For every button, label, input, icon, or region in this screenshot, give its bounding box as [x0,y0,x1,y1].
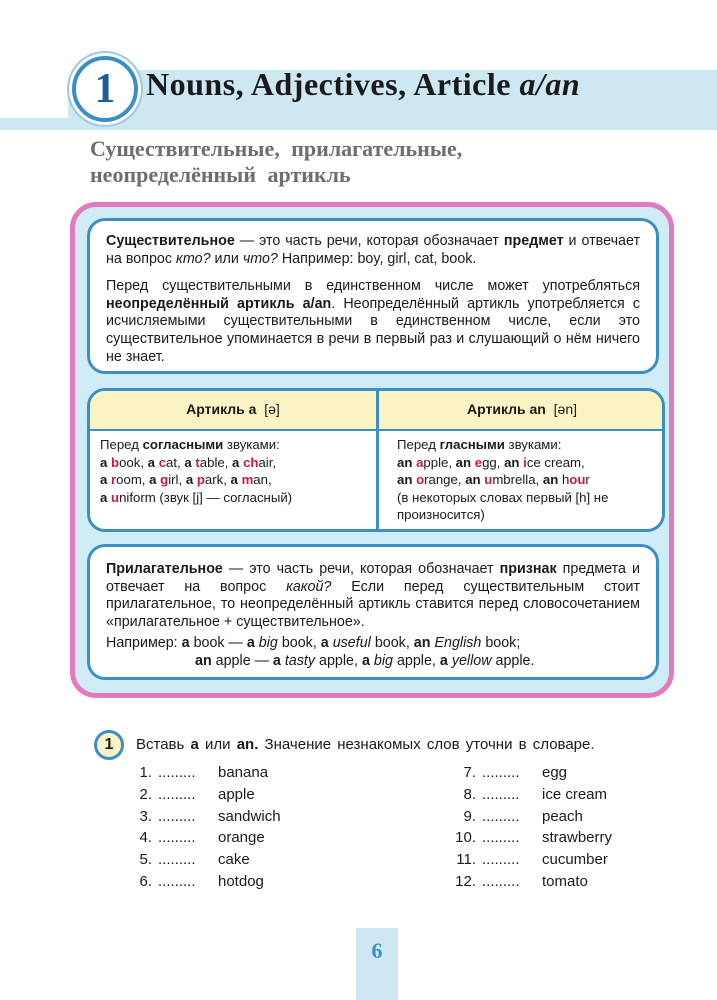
answer-blank[interactable]: ......... [482,851,520,869]
lesson-title-italic: a/an [519,66,581,102]
exercise-list-left [128,762,281,893]
answer-blank[interactable]: ......... [482,764,520,781]
adjective-example-2: an apple — a tasty apple, a big apple, a yellow apple. [195,652,535,669]
exercise-item: 7. ......... egg [448,762,612,784]
exercise-instruction: Вставь a или an. Значение незнакомых слов уточни в словаре. [136,736,595,753]
article-a-line-2: a room, a girl, a park, a man, [100,472,272,488]
exercise-item: 8. ......... ice cream [448,784,612,806]
article-key-term: неопределённый артикль a/an [106,295,332,312]
article-an-intro: Перед гласными звуками: [397,437,562,452]
lesson-subtitle [90,136,630,188]
article-usage-text: Перед существительными в единственном числе может употребляться неопределённый артикль a/an. Неопределённый артикль употребляется с исчисляемыми существительными в единственном числе, если это существительное упоминается в речи в первый раз и слушающий о нём ничего не знает. [106,278,640,365]
adjective-key: признак [499,561,557,577]
answer-blank[interactable]: ......... [482,872,520,890]
article-a-line-3: a uniform (звук [j] — согласный) [100,489,293,505]
answer-blank[interactable]: ......... [482,829,520,847]
exercise-item: 5. ......... cake [128,849,281,871]
article-an-note: (в некоторых словах первый [h] не произносится) [397,489,609,523]
answer-blank[interactable]: ......... [158,851,196,869]
answer-blank[interactable]: ......... [482,785,520,803]
answer-blank[interactable]: ......... [158,785,196,803]
answer-blank[interactable]: ......... [482,807,520,825]
article-a-line-1: a book, a cat, a table, a chair, [100,454,277,470]
exercise-item: 3. ......... sandwich [128,806,281,828]
answer-blank[interactable]: ......... [158,764,196,781]
subtitle-line-2: неопределённый артикль [90,162,351,187]
exercise-item: 2. ......... apple [128,784,281,806]
noun-term: Существительное [106,233,235,249]
header-article-an: Артикль an [ən] [467,401,577,417]
exercise-number-badge: 1 [94,730,124,760]
answer-blank[interactable]: ......... [158,872,196,890]
answer-blank[interactable]: ......... [158,829,196,847]
article-an-examples [397,436,659,524]
exercise-list-right [448,762,612,893]
noun-definition: Существительное — это часть речи, которая обозначает предмет и отвечает на вопрос кто? или что? Например: boy, girl, cat, book. [106,233,641,267]
exercise-item: 12. ......... tomato [448,871,612,893]
page-number: 6 [371,938,383,963]
exercise-item: 6. ......... hotdog [128,871,281,893]
adjective-term: Прилагательное [106,561,223,577]
article-table [87,388,665,532]
adjective-definition: Прилагательное — это часть речи, которая обозначает признак предмета и отвечает на вопрос какой? Если перед существительным стоит прилагательное, то неопределённый артикль ставится перед словосочетанием «прилагательное + существительное». [106,561,640,630]
exercise-item: 10. ......... strawberry [448,827,612,849]
lesson-title-main: Nouns, Adjectives, Article [146,66,520,102]
article-an-line-1: an apple, an egg, an ice cream, [397,454,585,470]
exercise-item: 4. ......... orange [128,827,281,849]
lesson-title [146,66,580,103]
exercise-item: 1. ......... banana [128,762,281,784]
exercise-item: 11. ......... cucumber [448,849,612,871]
article-a-intro: Перед согласными звуками: [100,437,280,452]
answer-blank[interactable]: ......... [158,807,196,825]
subtitle-line-1: Существительные, прилагательные, [90,136,463,161]
article-an-line-2: an orange, an umbrella, an hour [397,472,590,488]
adjective-examples: Например: a book — a big book, a useful book, an English book; an apple — a tasty apple, a big apple, a yellow apple. [106,635,535,669]
exercise-item: 9. ......... peach [448,806,612,828]
lesson-number-badge: 1 [72,56,138,122]
adjective-definition-box [87,544,659,680]
header-article-a: Артикль a [ə] [186,401,280,417]
article-a-examples [100,436,372,506]
noun-definition-box [87,218,659,374]
adjective-example-1: a book — a big book, a useful book, an English book; [181,635,521,652]
noun-key: предмет [503,233,564,249]
